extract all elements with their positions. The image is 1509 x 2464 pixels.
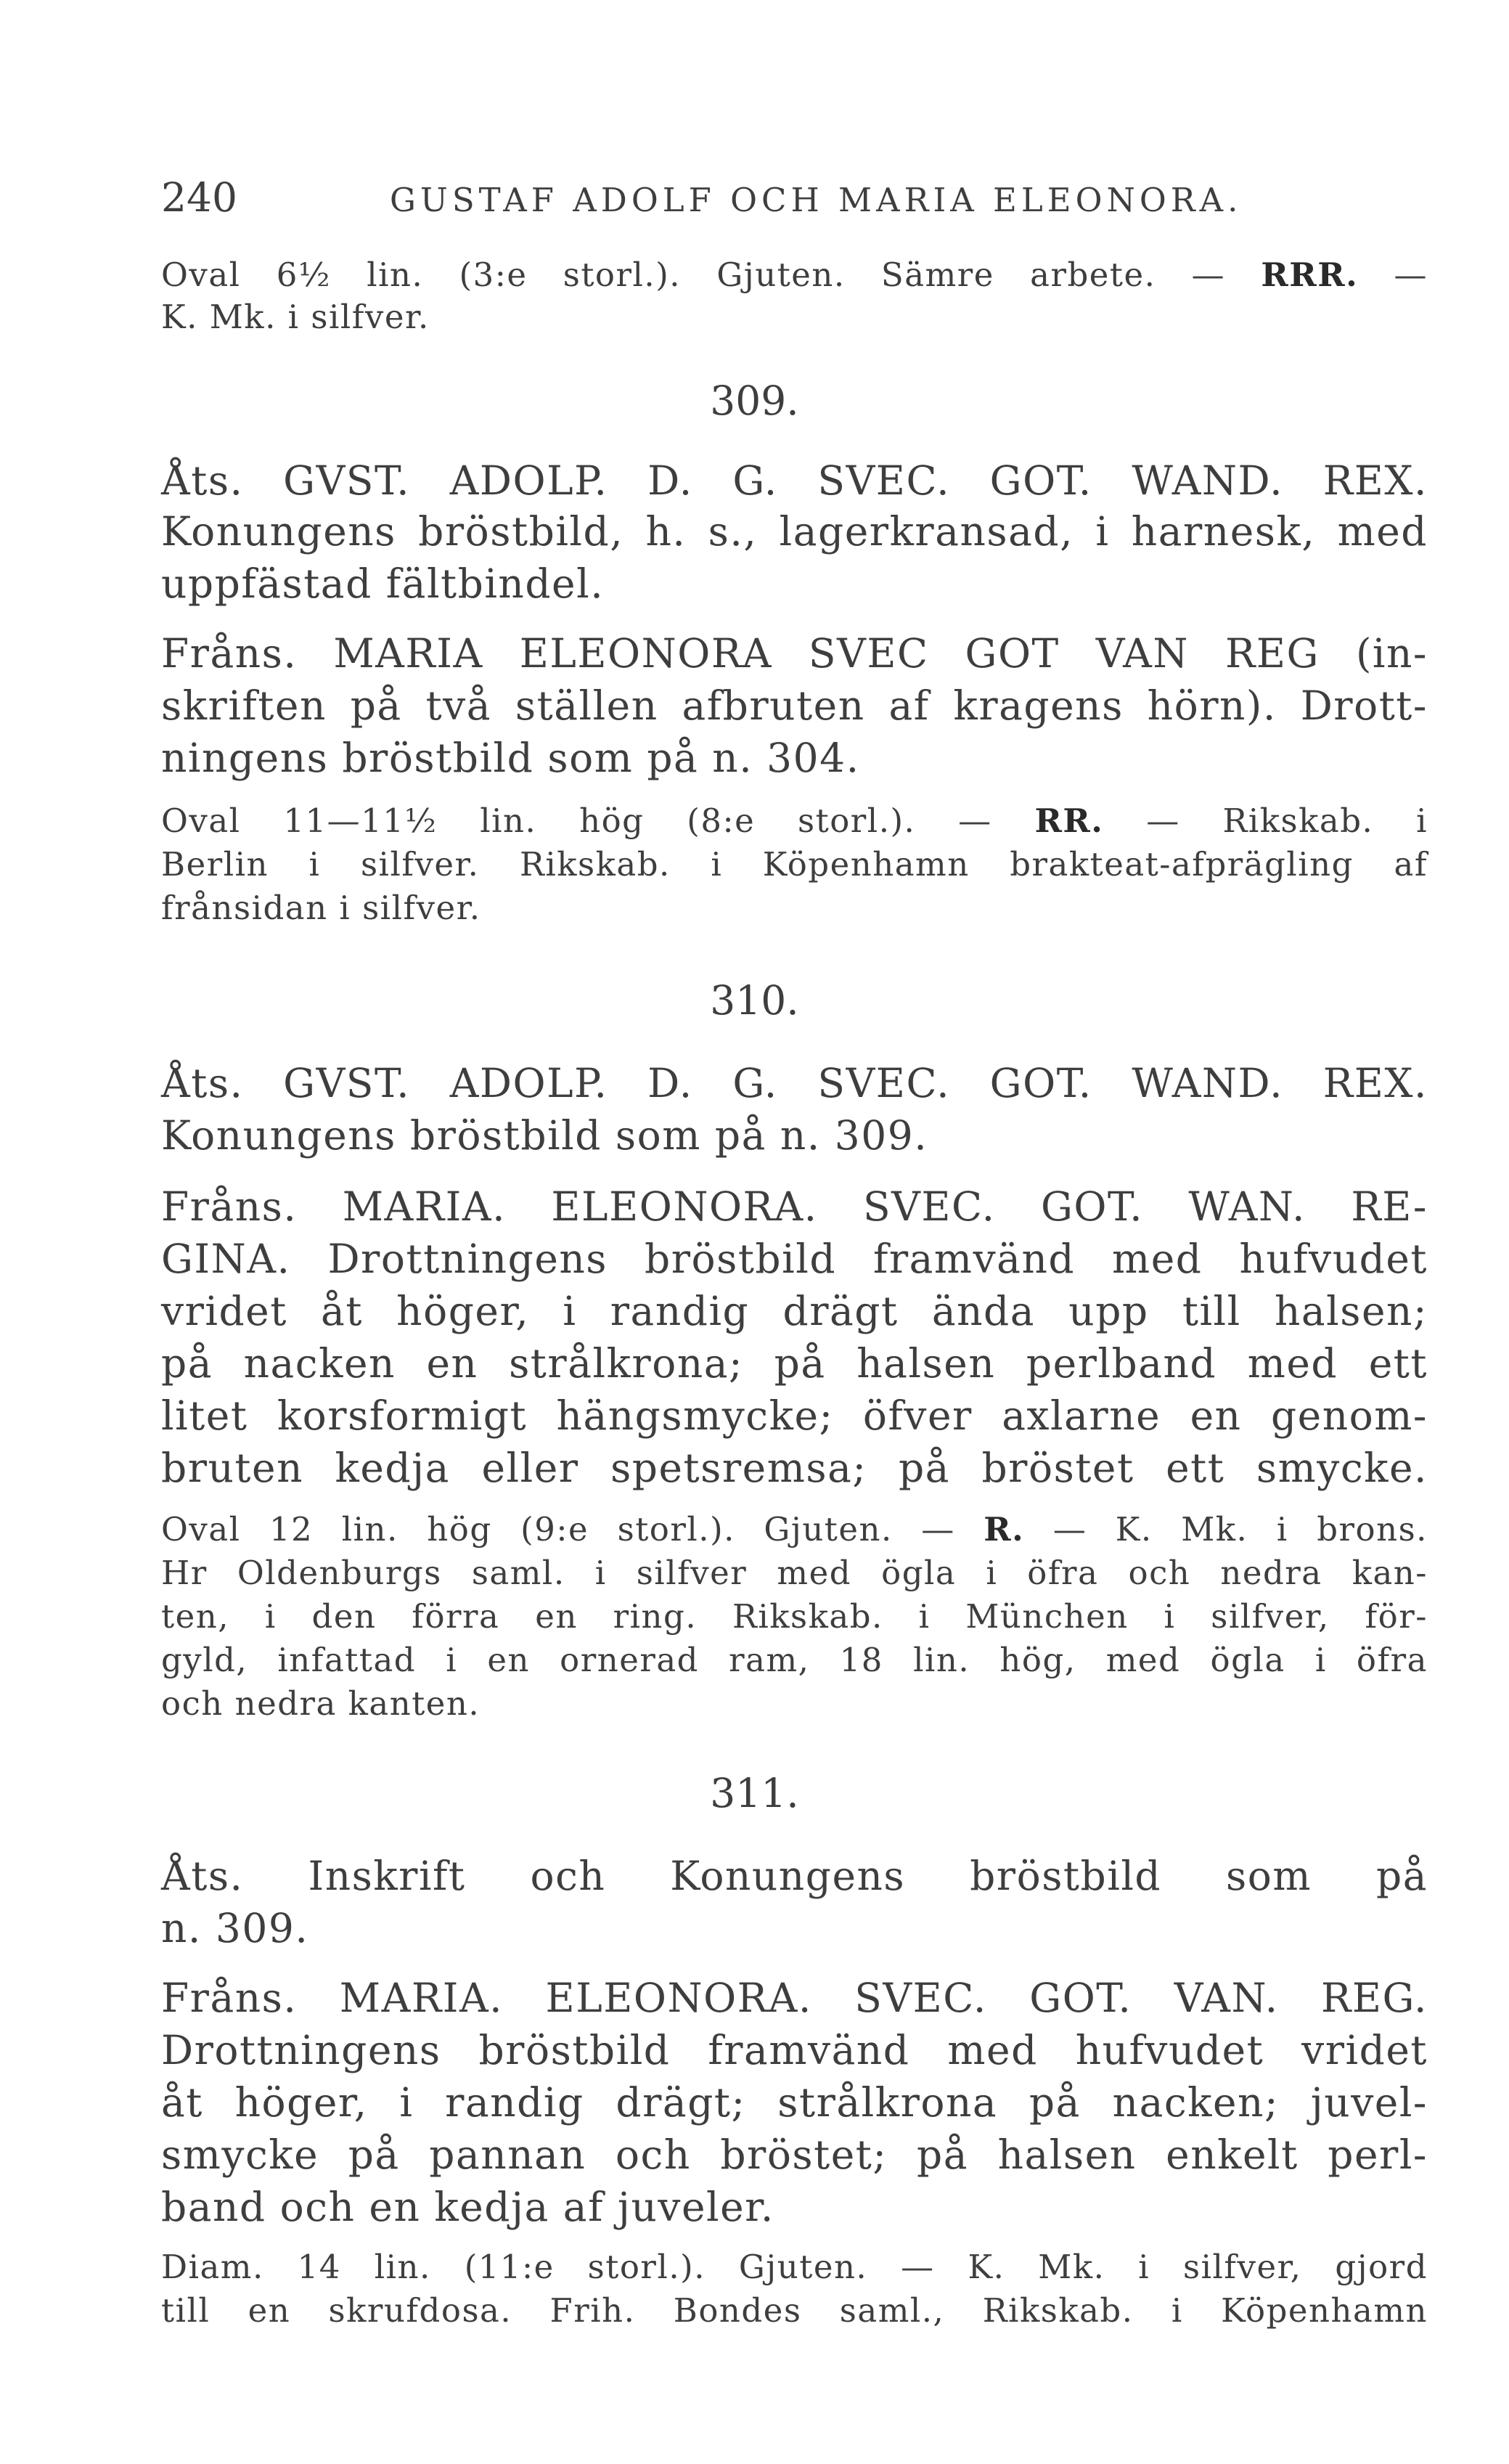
entry-310-line: GINA. Drottningens bröstbild framvänd med hufvudet: [161, 1236, 1428, 1282]
rarity-mark: RRR.: [1261, 256, 1359, 294]
entry-311-note: Diam. 14 lin. (11:e storl.). Gjuten. — K. Mk. i silfver, gjord: [161, 2248, 1428, 2286]
entry-310-line: litet korsformigt hängsmycke; öfver axlarne en genom-: [161, 1392, 1428, 1439]
entry-311-line: n. 309.: [161, 1905, 309, 1951]
entry-311-note: till en skrufdosa. Frih. Bondes saml., Rikskab. i Köpenhamn: [161, 2291, 1428, 2330]
entry-309-note: Berlin i silfver. Rikskab. i Köpenhamn brakteat-afprägling af: [161, 845, 1428, 884]
rarity-mark: R.: [983, 1510, 1025, 1549]
page-number: 240: [161, 174, 237, 221]
rarity-mark: RR.: [1034, 801, 1104, 840]
entry-310-line: Åts. GVST. ADOLP. D. G. SVEC. GOT. WAND. REX.: [161, 1060, 1428, 1106]
entry-309-line: skriften på två ställen afbruten af kragens hörn). Drott-: [161, 682, 1428, 729]
entry-311-line: Fråns. MARIA. ELEONORA. SVEC. GOT. VAN. REG.: [161, 1975, 1428, 2021]
entry-310-note: Oval 12 lin. hög (9:e storl.). Gjuten. — R. — K. Mk. i brons.: [161, 1510, 1428, 1549]
entry-309-line: ningens bröstbild som på n. 304.: [161, 735, 860, 781]
entry-number-310: 310.: [710, 977, 799, 1024]
entry-number-311: 311.: [710, 1770, 799, 1816]
entry-310-line: bruten kedja eller spetsremsa; på bröstet ett smycke.: [161, 1445, 1428, 1491]
entry-309-line: Konungens bröstbild, h. s., lagerkransad, i harnesk, med: [161, 508, 1428, 555]
entry-309-note: Oval 11—11½ lin. hög (8:e storl.). — RR. — Rikskab. i: [161, 801, 1428, 840]
entry-309-line: Åts. GVST. ADOLP. D. G. SVEC. GOT. WAND. REX.: [161, 457, 1428, 504]
entry-309-note: frånsidan i silfver.: [161, 889, 481, 927]
running-head: [161, 174, 1428, 221]
entry-309-line: uppfästad fältbindel.: [161, 560, 605, 607]
entry-310-line: Konungens bröstbild som på n. 309.: [161, 1112, 928, 1159]
carry-over-line-1: Oval 6½ lin. (3:e storl.). Gjuten. Sämre arbete. — RRR. —: [161, 256, 1428, 294]
entry-311-line: band och en kedja af juveler.: [161, 2184, 774, 2230]
entry-number-309: 309.: [710, 378, 799, 424]
entry-310-note: och nedra kanten.: [161, 1684, 480, 1723]
carry-over-line-2: K. Mk. i silfver.: [161, 298, 430, 336]
entry-309-line: Fråns. MARIA ELEONORA SVEC GOT VAN REG (in-: [161, 630, 1428, 677]
running-title: GUSTAF ADOLF OCH MARIA ELEONORA.: [389, 181, 1243, 219]
entry-311-line: Drottningens bröstbild framvänd med hufvudet vridet: [161, 2027, 1428, 2073]
entry-311-line: Åts. Inskrift och Konungens bröstbild som på: [161, 1853, 1428, 1899]
entry-310-note: Hr Oldenburgs saml. i silfver med ögla i öfra och nedra kan-: [161, 1554, 1428, 1592]
entry-310-note: ten, i den förra en ring. Rikskab. i München i silfver, för-: [161, 1597, 1428, 1636]
entry-310-line: vridet åt höger, i randig drägt ända upp till halsen;: [161, 1288, 1428, 1334]
entry-310-line: på nacken en strålkrona; på halsen perlband med ett: [161, 1340, 1428, 1387]
entry-310-note: gyld, infattad i en ornerad ram, 18 lin. hög, med ögla i öfra: [161, 1641, 1428, 1679]
entry-310-line: Fråns. MARIA. ELEONORA. SVEC. GOT. WAN. RE-: [161, 1183, 1428, 1230]
entry-311-line: åt höger, i randig drägt; strålkrona på nacken; juvel-: [161, 2079, 1428, 2126]
entry-311-line: smycke på pannan och bröstet; på halsen enkelt perl-: [161, 2131, 1428, 2178]
